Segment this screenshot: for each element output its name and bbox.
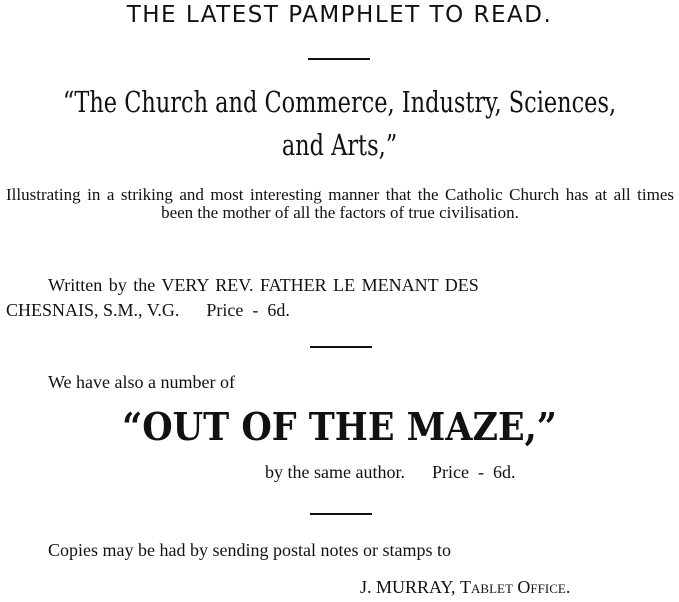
ordering-instructions: Copies may be had by sending postal notes or stamps to — [48, 540, 451, 560]
divider-1 — [308, 58, 370, 60]
also-available-text: We have also a number of — [48, 372, 235, 392]
author-line-2: CHESNAIS, S.M., V.G. Price - 6d. — [6, 300, 290, 320]
pamphlet-description: Illustrating in a striking and most interesting manner that the Catholic Church has at all times been the mother of all the factors of true civilisation. — [6, 185, 674, 222]
pamphlet-title-line-2: and Arts,” — [281, 128, 398, 162]
publisher-name: J. MURRAY, — [360, 577, 461, 597]
divider-2 — [310, 346, 372, 348]
second-pamphlet-title: “OUT OF THE MAZE,” — [122, 404, 557, 449]
publisher-address — [360, 577, 570, 598]
page-heading: THE LATEST PAMPHLET TO READ. — [126, 2, 553, 28]
author-line-1: Written by the VERY REV. FATHER LE MENANT DES — [48, 275, 479, 295]
second-pamphlet-byline: by the same author. Price - 6d. — [265, 462, 516, 482]
divider-3 — [310, 513, 372, 515]
publisher-office: Tablet Office. — [460, 577, 571, 597]
pamphlet-title-line-1: “The Church and Commerce, Industry, Sciences, — [62, 85, 617, 119]
